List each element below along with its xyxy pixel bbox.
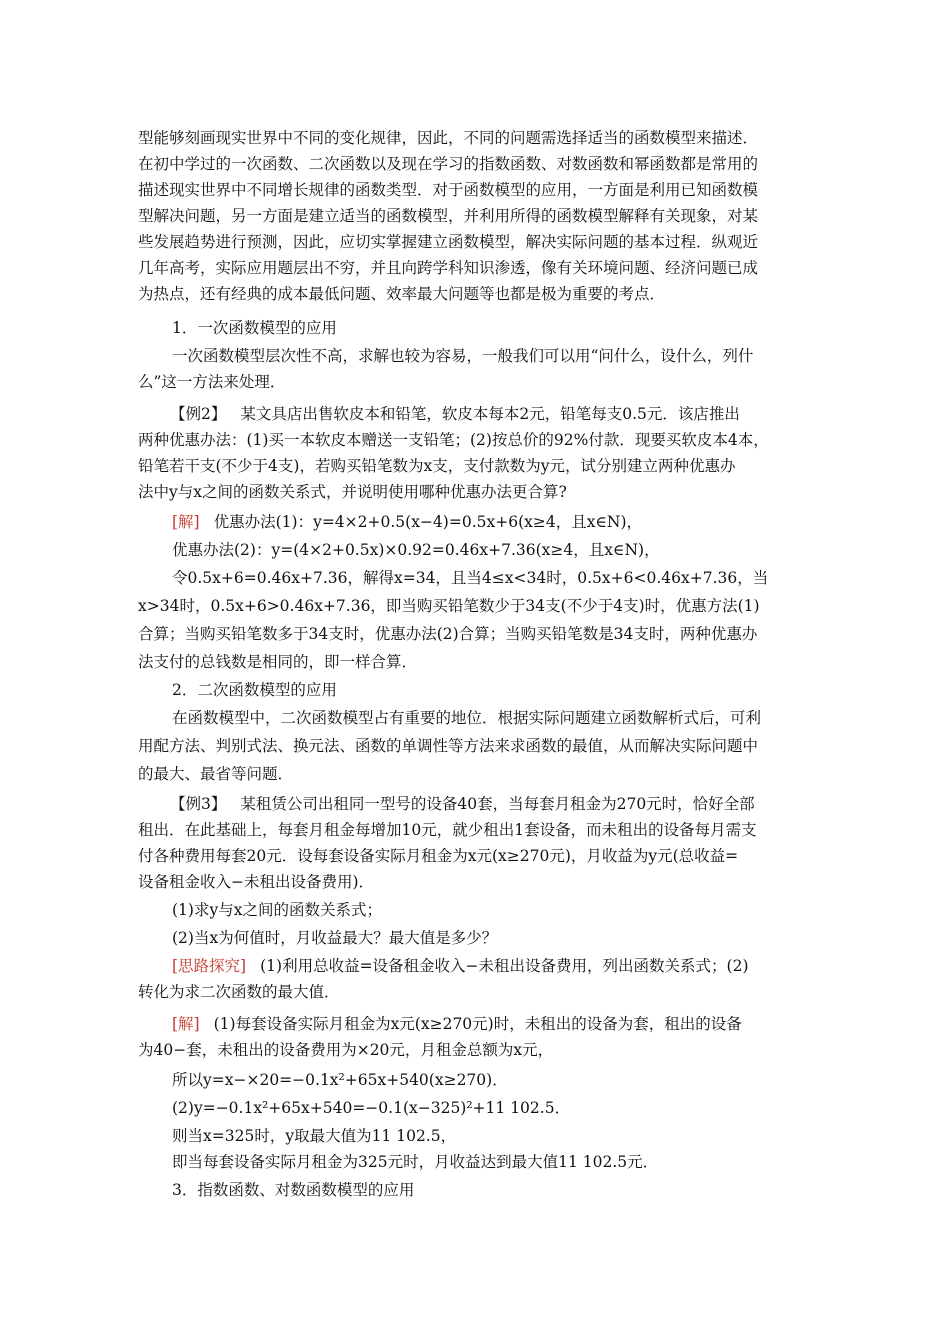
example-3-line: [170, 794, 850, 816]
example-2-line: [170, 404, 850, 426]
intro-line: 描述现实世界中不同增长规律的函数类型．对于函数模型的应用，一方面是利用已知函数模: [138, 181, 759, 199]
idea-line: 转化为求二次函数的最大值．: [138, 983, 340, 1001]
intro-line: 为热点，还有经典的成本最低问题、效率最大问题等也都是极为重要的考点．: [138, 285, 666, 303]
section-desc-line: 在函数模型中，二次函数模型占有重要的地位．根据实际问题建立函数解析式后，可利: [172, 709, 762, 727]
example-2-line: 法中y与x之间的函数关系式，并说明使用哪种优惠办法更合算?: [138, 483, 567, 501]
example-3-line: 付各种费用每套20元．设每套设备实际月租金为x元(x≥270元)，月收益为y元(总收益=: [138, 847, 739, 865]
solution-2-line: x>34时，0.5x+6>0.46x+7.36，即当购买铅笔数少于34支(不少于4支)时，优惠方法(1): [138, 597, 760, 615]
section-title-linear: 1．一次函数模型的应用: [172, 319, 337, 337]
example-2-line: 铅笔若干支(不少于4支)，若购买铅笔数为x支，支付款数为y元，试分别建立两种优惠办: [138, 457, 736, 475]
solution-2-line: [172, 512, 818, 534]
example-3-text: 某租赁公司出租同一型号的设备40套，当每套月租金为270元时，恰好全部: [240, 795, 755, 813]
section-desc-line: 用配方法、判别式法、换元法、函数的单调性等方法来求函数的最值，从而解决实际问题中: [138, 737, 759, 755]
solution-2-line: 合算；当购买铅笔数多于34支时，优惠办法(2)合算；当购买铅笔数是34支时，两种优惠办: [138, 625, 758, 643]
example-2-line: 两种优惠办法：(1)买一本软皮本赠送一支铅笔；(2)按总价的92%付款．现要买软皮本4本，: [138, 431, 769, 449]
solution-tag: [解]: [172, 513, 200, 531]
solution-text: 优惠办法(1)：y=4×2+0.5(x−4)=0.5x+6(x≥4，且x∈N)，: [213, 513, 643, 531]
intro-line: 型解决问题，另一方面是建立适当的函数模型，并利用所得的函数模型解释有关现象，对某: [138, 207, 759, 225]
section-title-exp-log: 3．指数函数、对数函数模型的应用: [172, 1181, 415, 1199]
solution-2-line: 令0.5x+6=0.46x+7.36，解得x=34，且当4≤x<34时，0.5x+6<0.46x+7.36，当: [172, 569, 769, 587]
example-3-line: 设备租金收入−未租出设备费用)．: [138, 873, 375, 891]
solution-3-line: [172, 1014, 818, 1036]
solution-2-line: 法支付的总钱数是相同的，即一样合算．: [138, 653, 418, 671]
intro-line: 几年高考，实际应用题层出不穷，并且向跨学科知识渗透，像有关环境问题、经济问题已成: [138, 259, 759, 277]
question-2: (2)当x为何值时，月收益最大？最大值是多少？: [172, 929, 498, 947]
section-desc-line: 的最大、最省等问题．: [138, 765, 294, 783]
intro-line: 在初中学过的一次函数、二次函数以及现在学习的指数函数、对数函数和幂函数都是常用的: [138, 155, 759, 173]
solution-3-line: 则当x=325时，y取最大值为11 102.5，: [172, 1127, 457, 1145]
intro-line: 些发展趋势进行预测，因此，应切实掌握建立函数模型，解决实际问题的基本过程．纵观近: [138, 233, 759, 251]
section-desc-line: 么”这一方法来处理．: [138, 373, 286, 391]
question-1: (1)求y与x之间的函数关系式；: [172, 901, 382, 919]
solution-3-line: 为40−套，未租出的设备费用为×20元，月租金总额为x元，: [138, 1041, 554, 1059]
section-title-quadratic: 2．二次函数模型的应用: [172, 681, 337, 699]
solution-3-line: (2)y=−0.1x²+65x+540=−0.1(x−325)²+11 102.5．: [172, 1099, 571, 1117]
solution-3-line: 即当每套设备实际月租金为325元时，月收益达到最大值11 102.5元．: [172, 1153, 659, 1171]
solution-2-line: 优惠办法(2)：y=(4×2+0.5x)×0.92=0.46x+7.36(x≥4，且x∈N)，: [172, 541, 660, 559]
intro-line: 型能够刻画现实世界中不同的变化规律，因此，不同的问题需选择适当的函数模型来描述．: [138, 129, 759, 147]
section-desc-line: 一次函数模型层次性不高，求解也较为容易，一般我们可以用“问什么，设什么，列什: [172, 347, 754, 365]
idea-text: (1)利用总收益=设备租金收入−未租出设备费用，列出函数关系式；(2): [260, 957, 749, 975]
example-3-tag: 【例3】: [170, 795, 227, 813]
example-2-text: 某文具店出售软皮本和铅笔，软皮本每本2元，铅笔每支0.5元．该店推出: [240, 405, 740, 423]
solution-tag: [解]: [172, 1015, 200, 1033]
example-3-line: 租出．在此基础上，每套月租金每增加10元，就少租出1套设备，而未租出的设备每月需支: [138, 821, 757, 839]
example-2-tag: 【例2】: [170, 405, 227, 423]
idea-tag: [思路探究]: [172, 957, 247, 975]
idea-line: [172, 956, 818, 978]
solution-3-line: 所以y=x−×20=−0.1x²+65x+540(x≥270)．: [172, 1071, 508, 1089]
solution-text: (1)每套设备实际月租金为x元(x≥270元)时，未租出的设备为套，租出的设备: [213, 1015, 742, 1033]
